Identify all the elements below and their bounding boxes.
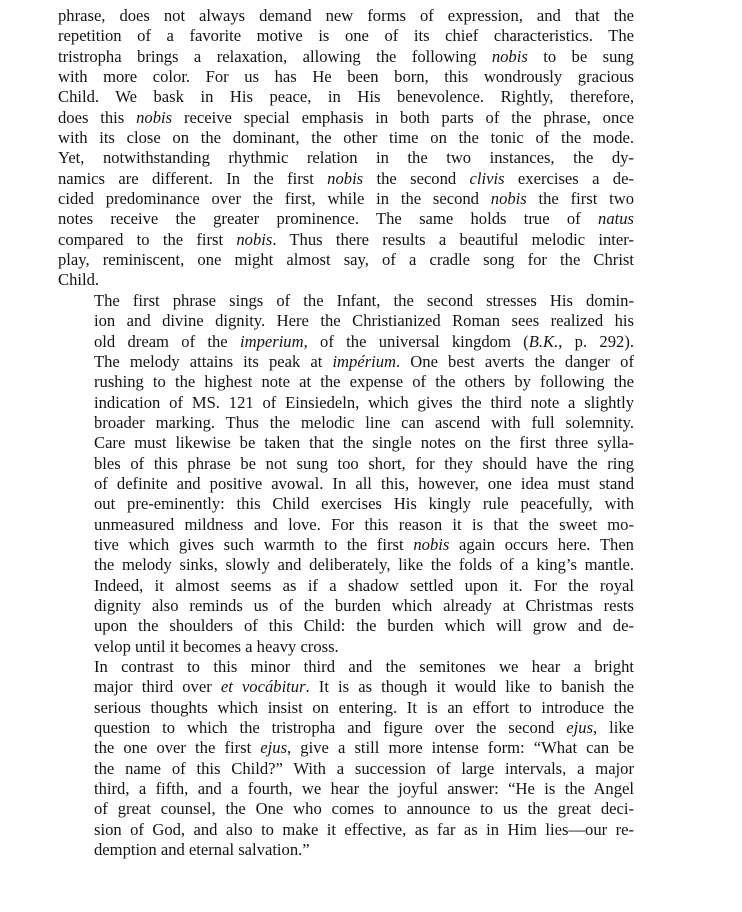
- text-line: ion and divine dignity. Here the Christianized Roman sees realized his: [94, 311, 634, 331]
- italic-term: clivis: [469, 168, 505, 188]
- italic-term: nobis: [491, 46, 528, 66]
- text-line: of great counsel, the One who comes to announce to us the great deci-: [94, 799, 634, 819]
- paragraph-1: [58, 6, 634, 291]
- text-line: namics are different. In the first nobis the second clivis exercises a de-: [58, 168, 634, 188]
- book-page: [58, 6, 634, 860]
- italic-term: natus: [598, 209, 634, 229]
- text-line: the one over the first ejus, give a still more intense form: “What can be: [94, 738, 634, 758]
- text-line: The melody attains its peak at impérium. One best averts the danger of: [94, 351, 634, 371]
- italic-term: ejus: [260, 738, 288, 758]
- text-line: The first phrase sings of the Infant, the second stresses His domin-: [94, 290, 634, 310]
- text-line: Care must likewise be taken that the single notes on the first three sylla-: [94, 433, 634, 453]
- italic-term: nobis: [236, 229, 273, 249]
- text-line: third, a fifth, and a fourth, we hear the joyful answer: “He is the Angel: [94, 779, 634, 799]
- italic-term: impérium: [332, 351, 397, 371]
- text-line: with its close on the dominant, the other time on the tonic of the mode.: [58, 128, 634, 148]
- text-line: notes receive the greater prominence. The same holds true of natus: [58, 209, 634, 229]
- text-line: demption and eternal salvation.”: [94, 840, 310, 860]
- text-line: old dream of the imperium, of the universal kingdom (B.K., p. 292).: [94, 331, 634, 351]
- text-line: out pre-eminently: this Child exercises His kingly rule peacefully, with: [94, 494, 634, 514]
- paragraph-3: [58, 657, 634, 860]
- text-line: cided predominance over the first, while in the second nobis the first two: [58, 189, 634, 209]
- text-line: unmeasured mildness and love. For this reason it is that the sweet mo-: [94, 514, 634, 534]
- italic-term: B.K.: [528, 331, 559, 351]
- text-line: tristropha brings a relaxation, allowing the following nobis to be sung: [58, 46, 634, 66]
- text-line: the melody sinks, slowly and deliberately, like the folds of a king’s mantle.: [94, 555, 634, 575]
- text-line: tive which gives such warmth to the first nobis again occurs here. Then: [94, 534, 634, 554]
- text-line: rushing to the highest note at the expense of the others by following the: [94, 372, 634, 392]
- italic-term: nobis: [327, 168, 364, 188]
- text-line: repetition of a favorite motive is one of its chief characteristics. The: [58, 26, 634, 46]
- text-line: play, reminiscent, one might almost say, of a cradle song for the Christ: [58, 250, 634, 270]
- italic-term: ejus: [566, 718, 594, 738]
- text-line: indication of MS. 121 of Einsiedeln, which gives the third note a slightly: [94, 392, 634, 412]
- italic-term: nobis: [490, 189, 527, 209]
- italic-term: et vocábitur: [220, 677, 306, 697]
- text-line: Yet, notwithstanding rhythmic relation in the two instances, the dy-: [58, 148, 634, 168]
- text-line: with more color. For us has He been born, this wondrously gracious: [58, 67, 634, 87]
- text-line: dignity also reminds us of the burden which already at Christmas rests: [94, 595, 634, 615]
- text-line: upon the shoulders of this Child: the burden which will grow and de-: [94, 616, 634, 636]
- text-line: the name of this Child?” With a succession of large intervals, a major: [94, 758, 634, 778]
- text-line: Indeed, it almost seems as if a shadow settled upon it. For the royal: [94, 575, 634, 595]
- text-line: question to which the tristropha and figure over the second ejus, like: [94, 718, 634, 738]
- text-line: broader marking. Thus the melodic line can ascend with full solemnity.: [94, 412, 634, 432]
- text-line: major third over et vocábitur. It is as though it would like to banish the: [94, 677, 634, 697]
- text-line: Child.: [58, 270, 100, 290]
- text-line: serious thoughts which insist on entering. It is an effort to introduce the: [94, 697, 634, 717]
- text-line: sion of God, and also to make it effective, as far as in Him lies—our re-: [94, 819, 634, 839]
- text-line: phrase, does not always demand new forms of expression, and that the: [58, 6, 634, 25]
- text-line: does this nobis receive special emphasis in both parts of the phrase, once: [58, 107, 634, 127]
- text-line: In contrast to this minor third and the semitones we hear a bright: [94, 657, 634, 676]
- italic-term: nobis: [413, 534, 450, 554]
- text-line: of definite and positive avowal. In all this, however, one idea must stand: [94, 473, 634, 493]
- text-line: compared to the first nobis. Thus there results a beautiful melodic inter-: [58, 229, 634, 249]
- text-line: bles of this phrase be not sung too short, for they should have the ring: [94, 453, 634, 473]
- paragraph-2: [58, 291, 634, 657]
- italic-term: nobis: [136, 107, 173, 127]
- text-line: Child. We bask in His peace, in His benevolence. Rightly, therefore,: [58, 87, 634, 107]
- italic-term: imperium: [239, 331, 304, 351]
- text-line: velop until it becomes a heavy cross.: [94, 636, 339, 656]
